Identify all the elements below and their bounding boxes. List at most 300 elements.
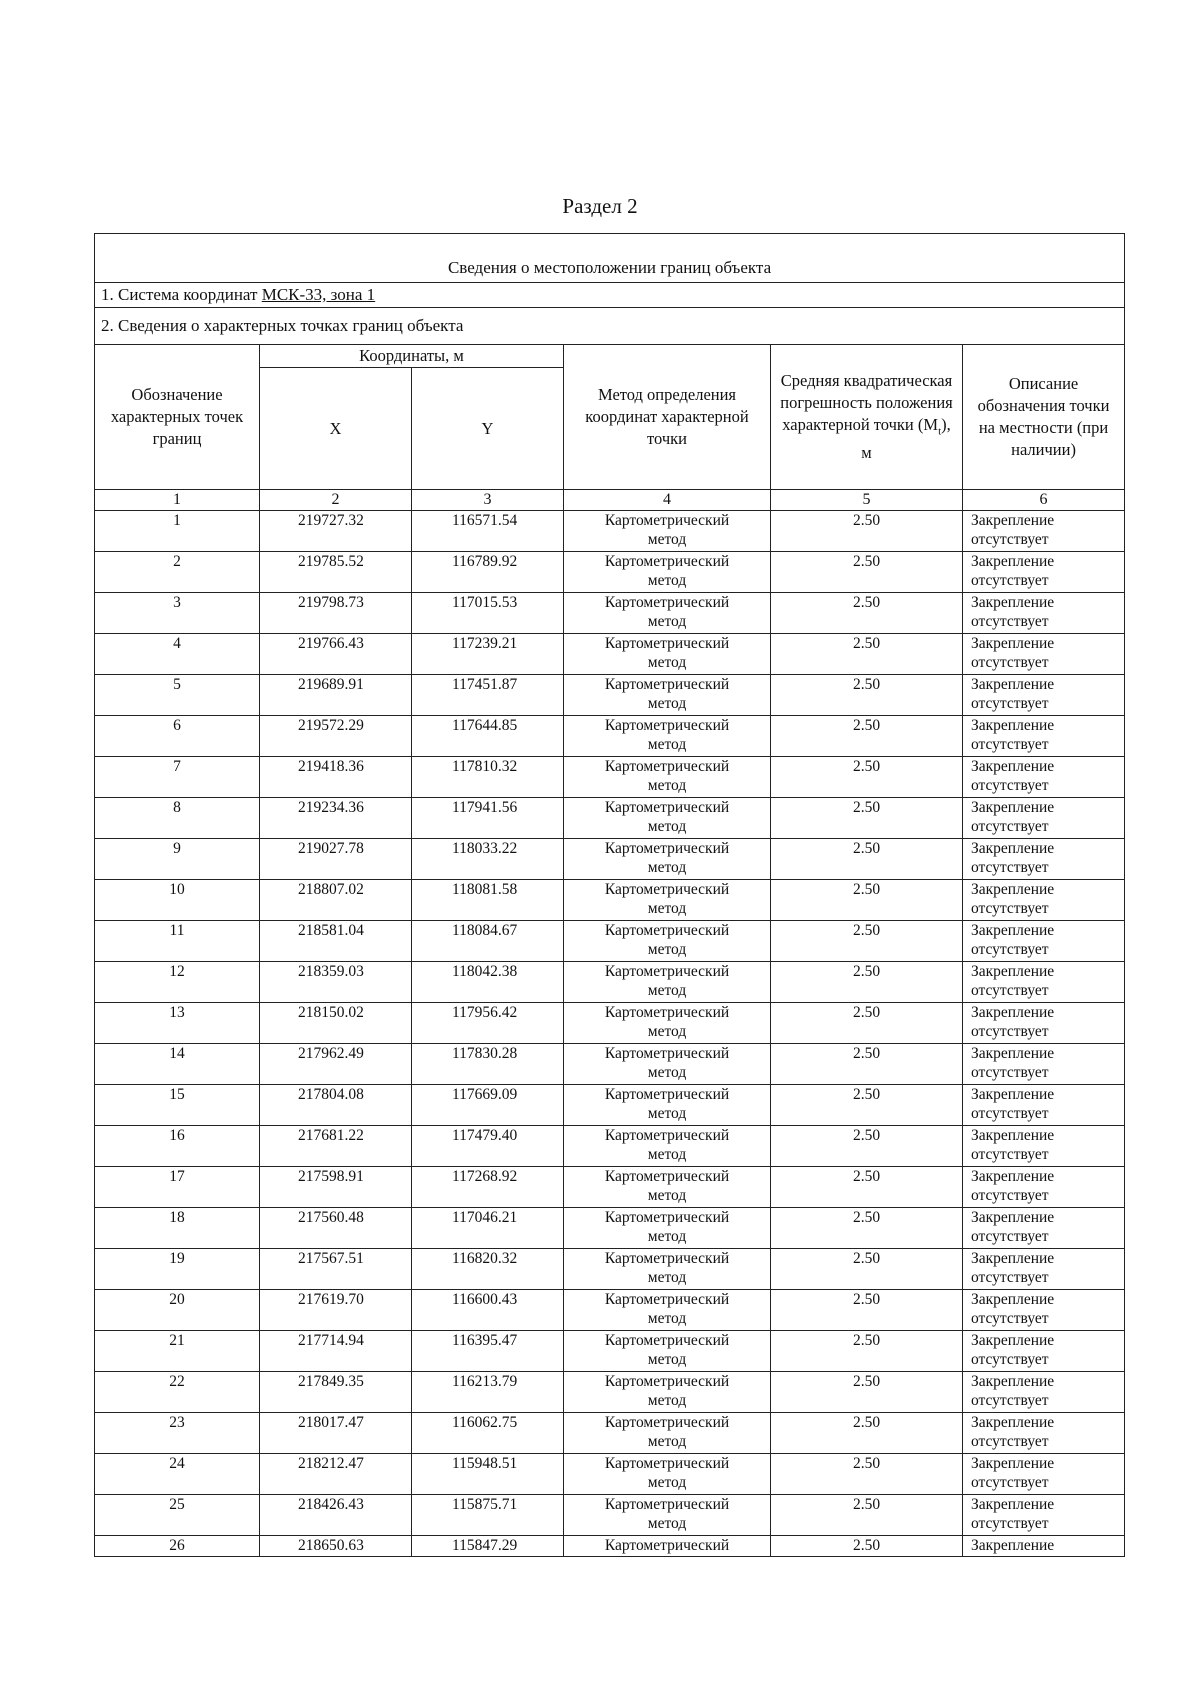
description-cell [963,675,1125,716]
point-number: 25 [169,1496,185,1513]
method-cell [564,962,771,1003]
error-value: 2.50 [852,553,881,570]
method-cell [564,798,771,839]
y-coordinate-cell [412,593,564,634]
method-cell [564,1126,771,1167]
section-title: Раздел 2 [562,194,638,218]
error-value: 2.50 [852,717,881,734]
boundary-table-container [94,233,1124,1557]
table-row [95,1085,1125,1126]
point-number-cell [95,634,260,675]
error-value: 2.50 [852,881,881,898]
table-row [95,1003,1125,1044]
error-cell [771,962,963,1003]
desc-line2: отсутствует [971,1433,1049,1450]
y-coordinate: 117451.87 [452,676,518,693]
table-row [95,1495,1125,1536]
x-coordinate-cell [260,1413,412,1454]
error-value: 2.50 [852,512,881,529]
error-value: 2.50 [852,1455,881,1472]
point-number: 11 [169,922,185,939]
description-cell [963,1167,1125,1208]
desc-line2: отсутствует [971,1515,1049,1532]
description-cell [963,1413,1125,1454]
point-number-cell [95,1372,260,1413]
point-number-cell [95,1044,260,1085]
desc-line1: Закрепление [971,758,1055,775]
y-coordinate-cell [412,1290,564,1331]
x-coordinate-cell [260,1249,412,1290]
table-row [95,1290,1125,1331]
desc-line2: отсутствует [971,1146,1049,1163]
method-line2: метод [647,1146,687,1163]
x-coordinate: 219572.29 [298,717,364,734]
method-line2: метод [647,1269,687,1286]
table-row [95,1167,1125,1208]
y-coordinate-cell [412,1495,564,1536]
y-coordinate-cell [412,1126,564,1167]
y-coordinate-cell [412,634,564,675]
table-title: Сведения о местоположении границ объекта [95,234,1125,283]
x-coordinate-cell [260,1003,412,1044]
x-coordinate: 218426.43 [298,1496,364,1513]
point-number-cell [95,1208,260,1249]
y-coordinate: 118081.58 [452,881,518,898]
desc-line1: Закрепление [971,512,1055,529]
description-cell [963,634,1125,675]
method-line2: метод [647,1474,687,1491]
method-line2: метод [647,1310,687,1327]
description-cell [963,1331,1125,1372]
x-coordinate-cell [260,1331,412,1372]
description-cell [963,1126,1125,1167]
point-number: 23 [169,1414,185,1431]
table-row [95,1126,1125,1167]
error-cell [771,798,963,839]
point-number-cell [95,757,260,798]
y-coordinate: 117015.53 [452,594,518,611]
description-cell [963,880,1125,921]
x-coordinate: 218581.04 [298,922,364,939]
column-number: 5 [771,490,963,511]
header-error-text: Средняя квадратическая погрешность положения характерной точки $(M_t)$, м [780,370,953,463]
method-line2: метод [647,1392,687,1409]
method-line1: Картометрический [604,1332,730,1349]
method-line1: Картометрический [604,676,730,693]
point-number-cell [95,1495,260,1536]
point-number: 22 [169,1373,185,1390]
error-cell [771,1536,963,1557]
error-value: 2.50 [852,1086,881,1103]
y-coordinate-cell [412,552,564,593]
table-row [95,593,1125,634]
method-line2: метод [647,736,687,753]
y-coordinate: 118084.67 [452,922,518,939]
method-line1: Картометрический [604,553,730,570]
y-coordinate-cell [412,1085,564,1126]
y-coordinate: 116789.92 [452,553,518,570]
header-description: Описание обозначения точки на местности (при наличии) [963,345,1125,490]
x-coordinate: 217804.08 [298,1086,364,1103]
method-cell [564,1331,771,1372]
table-row [95,1413,1125,1454]
x-coordinate-cell [260,757,412,798]
error-value: 2.50 [852,594,881,611]
desc-line1: Закрепление [971,1250,1055,1267]
desc-line2: отсутствует [971,654,1049,671]
y-coordinate-cell [412,1454,564,1495]
desc-line2: отсутствует [971,1228,1049,1245]
desc-line2: отсутствует [971,572,1049,589]
coord-system-prefix: 1. Система координат [101,285,262,304]
desc-line1: Закрепление [971,922,1055,939]
desc-line1: Закрепление [971,676,1055,693]
method-line1: Картометрический [604,1086,730,1103]
method-cell [564,1249,771,1290]
method-line1: Картометрический [604,1537,730,1554]
table-row [95,675,1125,716]
desc-line2: отсутствует [971,1474,1049,1491]
boundary-table [94,233,1125,1557]
x-coordinate: 218212.47 [298,1455,364,1472]
y-coordinate: 115948.51 [452,1455,518,1472]
error-value: 2.50 [852,1414,881,1431]
point-number: 3 [173,594,181,611]
column-number: 1 [95,490,260,511]
point-number: 24 [169,1455,185,1472]
y-coordinate: 116571.54 [452,512,518,529]
header-point-designation: Обозначение характерных точек границ [95,345,260,490]
point-number-cell [95,552,260,593]
desc-line1: Закрепление [971,1455,1055,1472]
point-number-cell [95,798,260,839]
desc-line2: отсутствует [971,531,1049,548]
method-line1: Картометрический [604,717,730,734]
description-cell [963,798,1125,839]
method-line2: метод [647,859,687,876]
x-coordinate: 217714.94 [298,1332,364,1349]
y-coordinate: 116062.75 [452,1414,518,1431]
x-coordinate-cell [260,1167,412,1208]
method-line1: Картометрический [604,1127,730,1144]
method-cell [564,1290,771,1331]
y-coordinate-cell [412,880,564,921]
desc-line1: Закрепление [971,840,1055,857]
header-method: Метод определения координат характерной точки [564,345,771,490]
y-coordinate-cell [412,1208,564,1249]
y-coordinate-cell [412,716,564,757]
table-row [95,1331,1125,1372]
y-coordinate-cell [412,839,564,880]
table-row [95,757,1125,798]
method-line1: Картометрический [604,1455,730,1472]
desc-line1: Закрепление [971,1168,1055,1185]
point-number-cell [95,716,260,757]
point-number: 26 [169,1537,185,1554]
error-cell [771,1085,963,1126]
description-cell [963,511,1125,552]
point-number-cell [95,839,260,880]
y-coordinate-cell [412,757,564,798]
method-cell [564,1372,771,1413]
y-coordinate-cell [412,511,564,552]
desc-line2: отсутствует [971,1269,1049,1286]
table-row [95,1454,1125,1495]
point-number: 13 [169,1004,185,1021]
desc-line1: Закрепление [971,635,1055,652]
point-number-cell [95,921,260,962]
error-value: 2.50 [852,676,881,693]
error-value: 2.50 [852,1373,881,1390]
description-cell [963,757,1125,798]
x-coordinate-cell [260,1085,412,1126]
x-coordinate: 217619.70 [298,1291,364,1308]
description-cell [963,716,1125,757]
method-line1: Картометрический [604,1168,730,1185]
point-number-cell [95,1290,260,1331]
desc-line1: Закрепление [971,1045,1055,1062]
method-cell [564,1208,771,1249]
method-line1: Картометрический [604,922,730,939]
error-cell [771,1249,963,1290]
x-coordinate: 217598.91 [298,1168,364,1185]
error-cell [771,593,963,634]
point-number: 16 [169,1127,185,1144]
y-coordinate-cell [412,675,564,716]
desc-line2: отсутствует [971,1392,1049,1409]
error-cell [771,1495,963,1536]
method-cell [564,921,771,962]
method-cell [564,1167,771,1208]
point-number: 14 [169,1045,185,1062]
coord-system-value: МСК-33, зона 1 [261,285,376,304]
method-line2: метод [647,900,687,917]
desc-line2: отсутствует [971,613,1049,630]
description-cell [963,1495,1125,1536]
point-number: 21 [169,1332,185,1349]
desc-line1: Закрепление [971,1127,1055,1144]
method-line2: метод [647,531,687,548]
point-number-cell [95,1331,260,1372]
method-cell [564,757,771,798]
y-coordinate-cell [412,1536,564,1557]
point-number: 10 [169,881,185,898]
error-cell [771,921,963,962]
method-line2: метод [647,1351,687,1368]
description-cell [963,1003,1125,1044]
desc-line1: Закрепление [971,799,1055,816]
x-coordinate: 217567.51 [298,1250,364,1267]
description-cell [963,1536,1125,1557]
error-cell [771,716,963,757]
method-cell [564,511,771,552]
method-cell [564,880,771,921]
error-value: 2.50 [852,840,881,857]
y-coordinate: 117268.92 [452,1168,518,1185]
method-cell [564,634,771,675]
y-coordinate-cell [412,921,564,962]
y-coordinate-cell [412,1044,564,1085]
desc-line1: Закрепление [971,1086,1055,1103]
method-line1: Картометрический [604,1004,730,1021]
point-number-cell [95,1167,260,1208]
x-coordinate: 218017.47 [298,1414,364,1431]
description-cell [963,839,1125,880]
error-cell [771,511,963,552]
table-row [95,552,1125,593]
method-cell [564,552,771,593]
x-coordinate-cell [260,798,412,839]
y-coordinate: 115875.71 [452,1496,518,1513]
point-number: 2 [173,553,181,570]
point-number-cell [95,1454,260,1495]
method-line1: Картометрический [604,840,730,857]
desc-line2: отсутствует [971,859,1049,876]
point-number: 15 [169,1086,185,1103]
desc-line2: отсутствует [971,1310,1049,1327]
desc-line1: Закрепление [971,1291,1055,1308]
desc-line2: отсутствует [971,818,1049,835]
description-cell [963,1044,1125,1085]
error-cell [771,1290,963,1331]
point-number: 17 [169,1168,185,1185]
coord-system-line [95,283,1125,308]
method-line2: метод [647,1228,687,1245]
desc-line1: Закрепление [971,963,1055,980]
point-number: 19 [169,1250,185,1267]
x-coordinate: 218807.02 [298,881,364,898]
column-number: 3 [412,490,564,511]
description-cell [963,552,1125,593]
error-cell [771,757,963,798]
x-coordinate: 219766.43 [298,635,364,652]
method-line2: метод [647,982,687,999]
desc-line2: отсутствует [971,1064,1049,1081]
error-cell [771,880,963,921]
x-coordinate-cell [260,962,412,1003]
x-coordinate-cell [260,1536,412,1557]
description-cell [963,1208,1125,1249]
y-coordinate: 116820.32 [452,1250,518,1267]
method-cell [564,1085,771,1126]
desc-line2: отсутствует [971,941,1049,958]
method-line2: метод [647,613,687,630]
error-cell [771,1126,963,1167]
method-cell [564,1454,771,1495]
desc-line2: отсутствует [971,1187,1049,1204]
x-coordinate: 218359.03 [298,963,364,980]
point-number: 20 [169,1291,185,1308]
desc-line1: Закрепление [971,717,1055,734]
desc-line1: Закрепление [971,1373,1055,1390]
y-coordinate: 117956.42 [452,1004,518,1021]
points-heading: 2. Сведения о характерных точках границ объекта [95,308,1125,345]
method-line2: метод [647,777,687,794]
y-coordinate-cell [412,1331,564,1372]
desc-line2: отсутствует [971,1351,1049,1368]
y-coordinate: 118033.22 [452,840,518,857]
desc-line1: Закрепление [971,1496,1055,1513]
method-line2: метод [647,695,687,712]
x-coordinate: 217849.35 [298,1373,364,1390]
method-line1: Картометрический [604,1373,730,1390]
x-coordinate-cell [260,921,412,962]
error-value: 2.50 [852,635,881,652]
header-x: X [260,368,412,490]
x-coordinate: 219027.78 [298,840,364,857]
method-cell [564,1495,771,1536]
table-row [95,1372,1125,1413]
error-value: 2.50 [852,1332,881,1349]
x-coordinate-cell [260,511,412,552]
y-coordinate-cell [412,1413,564,1454]
point-number: 4 [173,635,181,652]
method-cell [564,675,771,716]
x-coordinate-cell [260,716,412,757]
point-number-cell [95,675,260,716]
method-cell [564,1413,771,1454]
x-coordinate-cell [260,634,412,675]
table-row [95,1249,1125,1290]
point-number: 12 [169,963,185,980]
x-coordinate-cell [260,1454,412,1495]
error-value: 2.50 [852,1537,881,1554]
table-row [95,839,1125,880]
x-coordinate-cell [260,1208,412,1249]
point-number-cell [95,1085,260,1126]
method-line1: Картометрический [604,963,730,980]
table-row [95,1044,1125,1085]
x-coordinate-cell [260,1495,412,1536]
x-coordinate: 219798.73 [298,594,364,611]
desc-line1: Закрепление [971,1004,1055,1021]
table-row [95,880,1125,921]
method-line2: метод [647,1023,687,1040]
method-line2: метод [647,654,687,671]
error-value: 2.50 [852,758,881,775]
column-number: 6 [963,490,1125,511]
description-cell [963,593,1125,634]
table-row [95,921,1125,962]
method-line1: Картометрический [604,635,730,652]
table-row [95,634,1125,675]
y-coordinate: 117941.56 [452,799,518,816]
desc-line2: отсутствует [971,900,1049,917]
method-line2: метод [647,818,687,835]
error-value: 2.50 [852,963,881,980]
y-coordinate-cell [412,798,564,839]
method-line1: Картометрический [604,1250,730,1267]
error-value: 2.50 [852,922,881,939]
error-cell [771,552,963,593]
method-line2: метод [647,1064,687,1081]
method-line2: метод [647,941,687,958]
y-coordinate: 117479.40 [452,1127,518,1144]
point-number-cell [95,511,260,552]
error-value: 2.50 [852,1168,881,1185]
x-coordinate: 218150.02 [298,1004,364,1021]
method-cell [564,1536,771,1557]
desc-line1: Закрепление [971,1414,1055,1431]
table-row [95,962,1125,1003]
column-number: 4 [564,490,771,511]
y-coordinate: 116395.47 [452,1332,518,1349]
error-cell [771,1454,963,1495]
description-cell [963,1085,1125,1126]
point-number-cell [95,962,260,1003]
x-coordinate: 219727.32 [298,512,364,529]
error-cell [771,1003,963,1044]
